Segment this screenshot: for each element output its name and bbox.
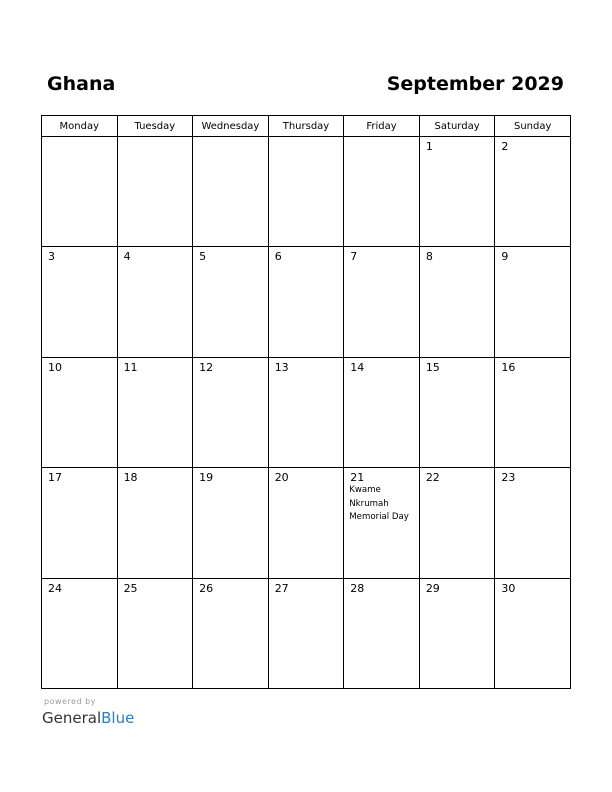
day-number: 23 (501, 471, 516, 485)
week-row (42, 357, 571, 467)
day-number: 22 (425, 471, 440, 485)
day-number: 17 (48, 471, 62, 485)
day-number: 27 (274, 581, 289, 595)
day-number (118, 137, 193, 140)
day-number: 2 (501, 140, 509, 153)
day-number: 30 (501, 581, 516, 595)
day-number (42, 137, 117, 140)
day-number: 24 (48, 581, 62, 595)
day-cell (495, 578, 571, 688)
day-cell (495, 137, 571, 247)
day-cell (344, 578, 420, 688)
day-cell (495, 247, 571, 357)
day-cell (193, 578, 269, 688)
day-number: 14 (350, 360, 365, 374)
weekday-header: Tuesday (117, 116, 193, 137)
day-cell (193, 357, 269, 467)
day-number (269, 137, 344, 140)
day-cell (193, 137, 269, 247)
day-cell (42, 468, 118, 578)
week-row (42, 137, 571, 247)
day-number: 21 (350, 471, 365, 485)
day-cell (117, 468, 193, 578)
day-cell (419, 137, 495, 247)
day-number: 20 (274, 471, 289, 485)
day-cell (117, 247, 193, 357)
day-number: 26 (199, 581, 214, 595)
day-cell (344, 357, 420, 467)
day-number: 15 (425, 360, 440, 374)
day-cell (419, 468, 495, 578)
week-row (42, 578, 571, 688)
day-cell (268, 357, 344, 467)
day-number: 19 (199, 471, 214, 485)
weekday-header: Wednesday (193, 116, 269, 137)
day-cell (193, 247, 269, 357)
month-year-title: September 2029 (386, 73, 564, 95)
day-number: 7 (350, 250, 358, 264)
day-number: 1 (425, 140, 433, 153)
day-number: 18 (123, 471, 138, 485)
holiday-label: Kwame Nkrumah Memorial Day (349, 485, 409, 523)
day-cell (117, 357, 193, 467)
day-cell (268, 137, 344, 247)
day-number: 6 (274, 250, 282, 264)
day-cell (268, 468, 344, 578)
day-cell (419, 247, 495, 357)
day-number: 9 (501, 250, 509, 264)
weekday-header: Monday (42, 116, 118, 137)
weekday-header: Friday (344, 116, 420, 137)
country-title: Ghana (47, 73, 116, 95)
day-cell (42, 357, 118, 467)
day-cell (42, 578, 118, 688)
day-cell (42, 247, 118, 357)
day-number: 28 (350, 581, 365, 595)
day-cell (495, 468, 571, 578)
day-number: 5 (199, 250, 207, 264)
day-cell (117, 137, 193, 247)
brand-name-part2: Blue (101, 709, 135, 727)
calendar-grid (41, 115, 571, 689)
day-cell (117, 578, 193, 688)
weekday-header: Thursday (268, 116, 344, 137)
day-cell (42, 137, 118, 247)
day-cell-holiday (344, 468, 420, 578)
day-cell (419, 578, 495, 688)
day-number: 29 (425, 581, 440, 595)
weekday-header: Sunday (495, 116, 571, 137)
week-row (42, 247, 571, 357)
weekday-header-row (42, 116, 571, 137)
day-number: 12 (199, 360, 214, 374)
day-number: 16 (501, 360, 516, 374)
brand-logo (42, 708, 134, 728)
day-cell (268, 247, 344, 357)
day-number: 3 (48, 250, 55, 264)
day-number: 13 (274, 360, 289, 374)
brand-name-part1: General (42, 709, 102, 727)
day-number (344, 137, 419, 140)
day-number: 8 (425, 250, 433, 264)
day-number (193, 137, 268, 140)
weekday-header: Saturday (419, 116, 495, 137)
day-cell (495, 357, 571, 467)
day-cell (419, 357, 495, 467)
day-number: 10 (48, 360, 62, 374)
day-number: 11 (123, 360, 138, 374)
day-cell (344, 247, 420, 357)
day-cell (344, 137, 420, 247)
day-cell (193, 468, 269, 578)
day-number: 4 (123, 250, 131, 264)
day-number: 25 (123, 581, 138, 595)
powered-by-label: powered by (44, 697, 96, 706)
day-cell (268, 578, 344, 688)
week-row (42, 468, 571, 578)
